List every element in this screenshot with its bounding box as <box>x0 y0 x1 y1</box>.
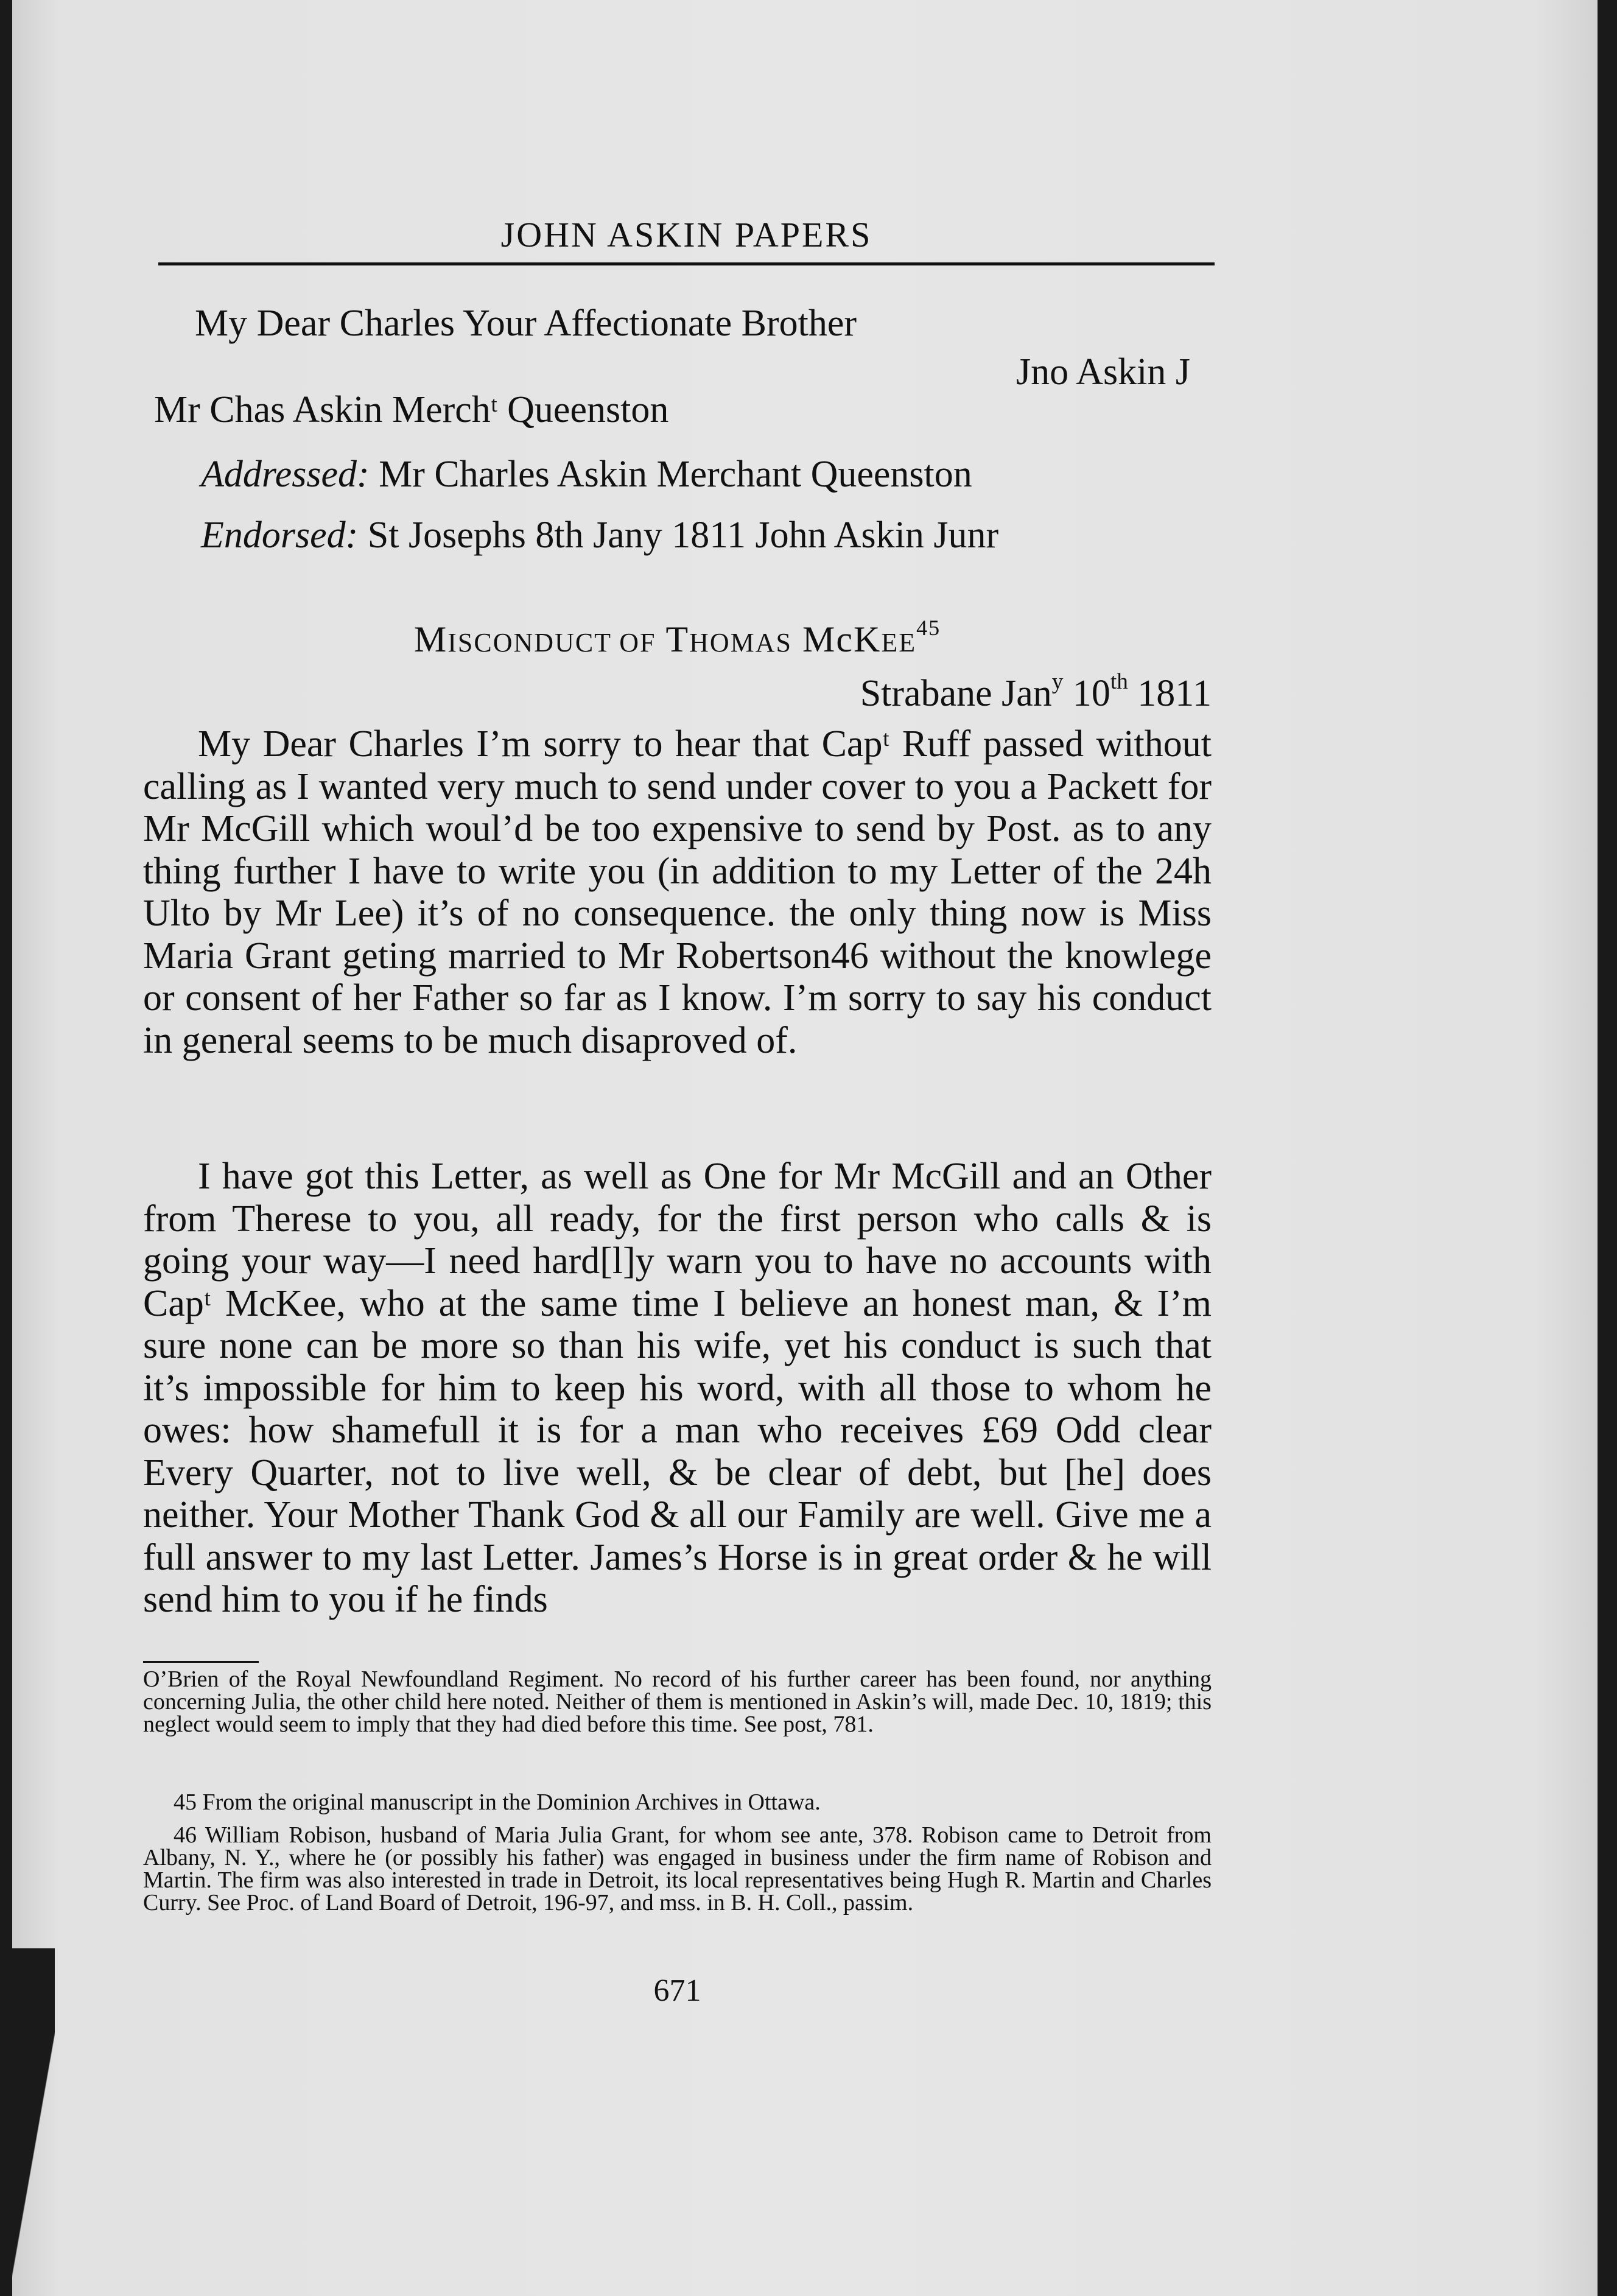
footnote-45: 45 From the original manuscript in the Dominion Archives in Ottawa. <box>174 1789 821 1815</box>
endorsed-text: St Josephs 8th Jany 1811 John Askin Junr <box>367 514 999 556</box>
footnote-46: 46 William Robison, husband of Maria Julia Grant, for whom see ante, 378. Robison came to Detroit from Albany, N. Y., where he (or possibly his father) was engaged in business under the firm name of Robison and Martin. The firm was also interested in trade in Detroit, its local representatives being Hugh R. Martin and Charles Curry. See Proc. of Land Board of Detroit, 196-97, and mss. in B. H. Coll., passim. <box>143 1822 1212 1915</box>
addressed-line <box>201 455 972 493</box>
letter-signature: Jno Askin J <box>1016 351 1190 393</box>
endorsed-line <box>201 516 998 554</box>
addressed-text: Mr Charles Askin Merchant Queenston <box>379 454 972 495</box>
body-paragraph-2: I have got this Letter, as well as One for Mr McGill and an Other from Therese to you, all ready, for the first person who calls & is going your way—I need hard[l]y warn you to have no accounts with Capᵗ McKee, who at the same time I believe an honest man, & I’m sure none can be more so than his wife, yet his conduct is such that it’s impossible for him to keep his word, with all those to whom he owes: how shamefull it is for a man who receives £69 Odd clear Every Quarter, not to live well, & be clear of debt, but [he] does neither. Your Mother Thank God & all our Family are well. Give me a full answer to my last Letter. James’s Horse is in great order & he will send him to you if he finds <box>143 1156 1212 1620</box>
letter-address-line: Mr Chas Askin Merchᵗ Queenston <box>154 389 669 430</box>
endorsed-label: Endorsed: <box>201 514 359 556</box>
text-column <box>143 0 1212 2296</box>
torn-edge <box>12 1948 55 2296</box>
footnote-rule <box>143 1661 259 1663</box>
footnote-continuation: O’Brien of the Royal Newfoundland Regiment. No record of his further career has been found, nor anything concerning Julia, the other child here noted. Neither of them is mentioned in Askin’s will, made Dec. 10, 1819; this neglect would seem to imply that they had died before this time. See post, 781. <box>143 1666 1212 1737</box>
page-number: 671 <box>653 1973 701 2008</box>
addressed-label: Addressed: <box>201 454 370 495</box>
body-paragraph-1: My Dear Charles I’m sorry to hear that Capᵗ Ruff passed without calling as I wanted very much to send under cover to you a Packett for Mr McGill which woul’d be too expensive to send by Post. as to any thing further I have to write you (in addition to my Letter of the 24h Ulto by Mr Lee) it’s of no consequence. the only thing now is Miss Maria Grant geting married to Mr Robertson46 without the knowlege or consent of her Father so far as I know. I’m sorry to say his conduct in general seems to be much disaproved of. <box>143 723 1212 1061</box>
section-heading: MISCONDUCT OF THOMAS McKEE$^{45}$ <box>413 616 941 659</box>
book-page <box>12 0 1598 2296</box>
letter-closing: My Dear Charles Your Affectionate Brother <box>195 303 857 344</box>
dateline: Strabane Jan$^y$ 10th 1811 <box>860 669 1212 714</box>
running-header: JOHN ASKIN PAPERS <box>158 214 1215 265</box>
footnote-ref-45: 45 <box>916 616 941 640</box>
